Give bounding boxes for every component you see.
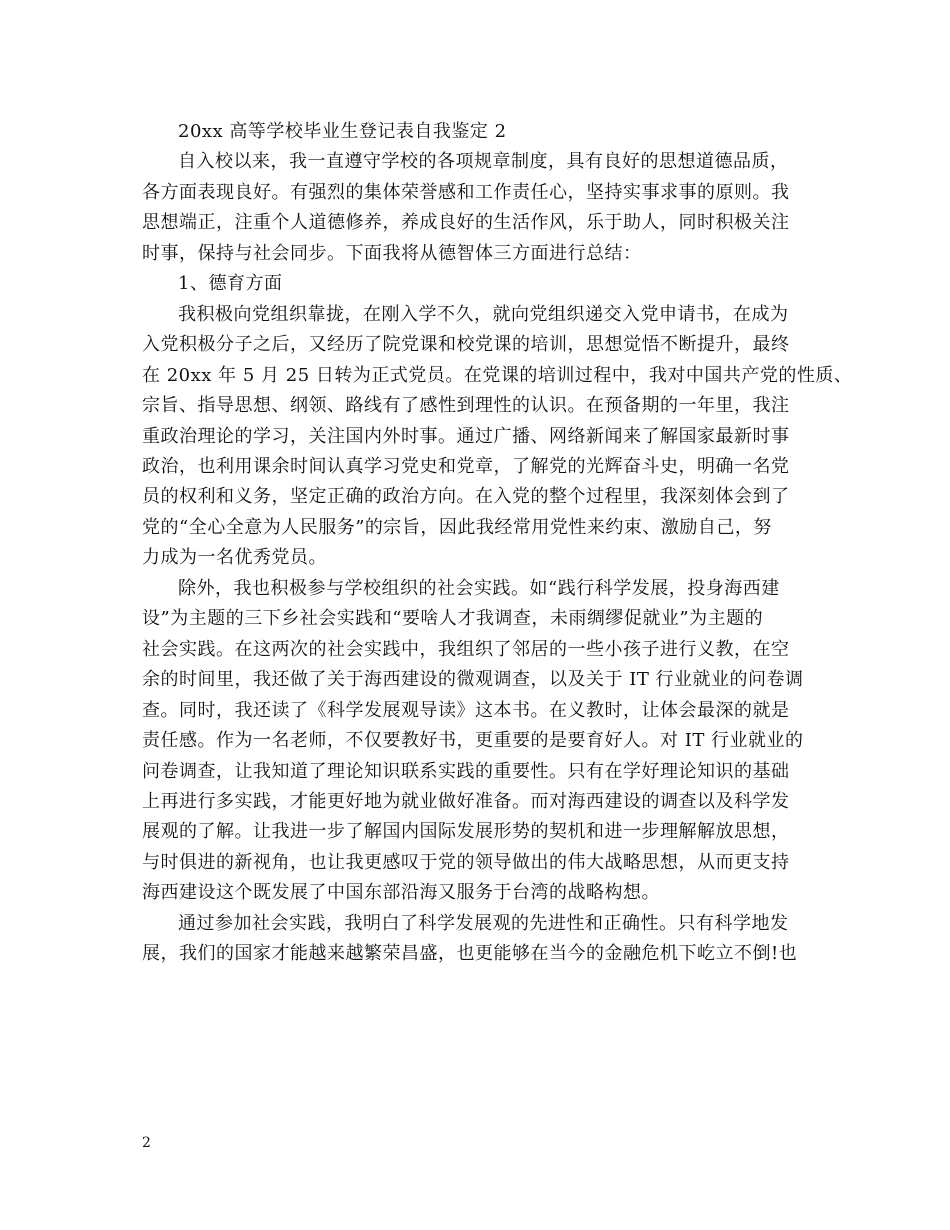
page-number: 2 xyxy=(142,1135,151,1151)
text-line: 重政治理论的学习，关注国内外时事。通过广播、网络新闻来了解国家最新时事 xyxy=(142,425,790,447)
text-line: 在 20xx 年 5 月 25 日转为正式党员。在党课的培训过程中，我对中国共产党的性质、 xyxy=(142,364,853,386)
text-line: 入党积极分子之后，又经历了院党课和校党课的培训，思想觉悟不断提升，最终 xyxy=(142,334,790,356)
text-line: 查。同时，我还读了《科学发展观导读》这本书。在义教时，让体会最深的就是 xyxy=(142,699,790,721)
text-line: 各方面表现良好。有强烈的集体荣誉感和工作责任心，坚持实事求事的原则。我 xyxy=(142,181,790,203)
text-line: 展，我们的国家才能越来越繁荣昌盛，也更能够在当今的金融危机下屹立不倒!也 xyxy=(142,943,798,965)
text-line: 时事，保持与社会同步。下面我将从德智体三方面进行总结： xyxy=(142,242,642,264)
text-line: 政治，也利用课余时间认真学习党史和党章，了解党的光辉奋斗史，明确一名党 xyxy=(142,455,790,477)
text-line: 1、德育方面 xyxy=(178,273,283,295)
text-line: 力成为一名优秀党员。 xyxy=(142,547,327,569)
text-line: 党的“全心全意为人民服务”的宗旨，因此我经常用党性来约束、激励自己，努 xyxy=(142,516,772,538)
text-line: 社会实践。在这两次的社会实践中，我组织了邻居的一些小孩子进行义教，在空 xyxy=(142,638,790,660)
text-line: 设”为主题的三下乡社会实践和“要啥人才我调查，未雨绸缪促就业”为主题的 xyxy=(142,608,764,630)
text-line: 自入校以来，我一直遵守学校的各项规章制度，具有良好的思想道德品质， xyxy=(178,151,789,173)
text-line: 宗旨、指导思想、纲领、路线有了感性到理性的认识。在预备期的一年里，我注 xyxy=(142,395,790,417)
text-line: 通过参加社会实践，我明白了科学发展观的先进性和正确性。只有科学地发 xyxy=(178,912,789,934)
text-line: 与时俱进的新视角，也让我更感叹于党的领导做出的伟大战略思想，从而更支持 xyxy=(142,851,790,873)
text-line: 海西建设这个既发展了中国东部沿海又服务于台湾的战略构想。 xyxy=(142,882,660,904)
text-line: 余的时间里，我还做了关于海西建设的微观调查，以及关于 IT 行业就业的问卷调 xyxy=(142,669,804,691)
text-line: 除外，我也积极参与学校组织的社会实践。如“践行科学发展，投身海西建 xyxy=(178,577,780,599)
text-line: 上再进行多实践，才能更好地为就业做好准备。而对海西建设的调查以及科学发 xyxy=(142,790,790,812)
text-line: 思想端正，注重个人道德修养，养成良好的生活作风，乐于助人，同时积极关注 xyxy=(142,212,790,234)
document-body xyxy=(142,117,853,970)
document-title: 20xx 高等学校毕业生登记表自我鉴定 2 xyxy=(178,121,507,142)
text-line: 问卷调查，让我知道了理论知识联系实践的重要性。只有在学好理论知识的基础 xyxy=(142,760,790,782)
text-line: 我积极向党组织靠拢，在刚入学不久，就向党组织递交入党申请书，在成为 xyxy=(178,303,789,325)
text-line: 展观的了解。让我进一步了解国内国际发展形势的契机和进一步理解解放思想， xyxy=(142,821,790,843)
text-line: 员的权利和义务，坚定正确的政治方向。在入党的整个过程里，我深刻体会到了 xyxy=(142,486,790,508)
text-line: 责任感。作为一名老师，不仅要教好书，更重要的是要育好人。对 IT 行业就业的 xyxy=(142,730,804,752)
